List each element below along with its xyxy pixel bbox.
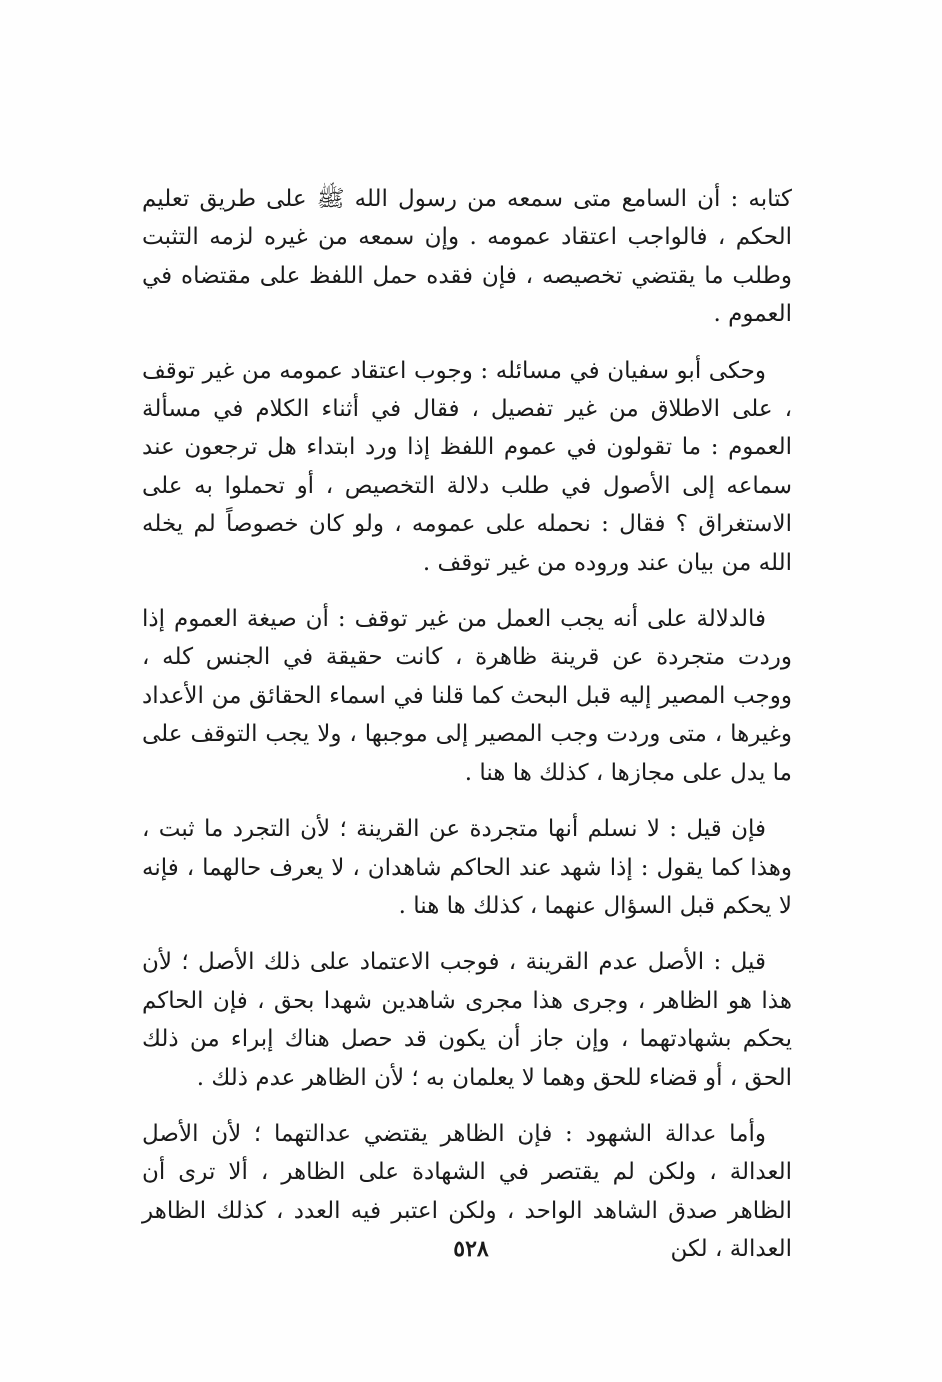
paragraph-2: وحكى أبو سفيان في مسائله : وجوب اعتقاد عمومه من غير توقف ، على الاطلاق من غير تفصيل ، فقال في أثناء الكلام في مسألة العموم : ما تقولون في عموم اللفظ إذا ورد ابتداء هل ترجعون عند سماعه إلى الأصول في طلب دلالة التخصيص ، أو تحملوا به على الاستغراق ؟ فقال : نحمله على عمومه ، ولو كان خصوصاً لم يخله الله من بيان عند وروده من غير توقف . — [142, 357, 792, 576]
paragraph-5: قيل : الأصل عدم القرينة ، فوجب الاعتماد على ذلك الأصل ؛ لأن هذا هو الظاهر ، وجرى هذا مجرى شاهدين شهدا بحق ، فإن الحاكم يحكم بشهادتهما ، وإن جاز أن يكون قد حصل هناك إبراء من ذلك الحق ، أو قضاء للحق وهما لا يعلمان به ؛ لأن الظاهر عدم ذلك . — [142, 949, 792, 1091]
page-number: ٥٢٨ — [453, 1236, 489, 1262]
paragraph-6: وأما عدالة الشهود : فإن الظاهر يقتضي عدالتهما ؛ لأن الأصل العدالة ، ولكن لم يقتصر في الشهادة على الظاهر ، ألا ترى أن الظاهر صدق الشاهد الواحد ، ولكن اعتبر فيه العدد ، كذلك الظاهر العدالة ، لكن — [142, 1120, 792, 1263]
paragraph-4: فإن قيل : لا نسلم أنها متجردة عن القرينة ؛ لأن التجرد ما ثبت ، وهذا كما يقول : إذا شهد عند الحاكم شاهدان ، لا يعرف حالهما ، فإنه لا يحكم قبل السؤال عنهما ، كذلك ها هنا . — [142, 816, 792, 919]
paragraph-3: فالدلالة على أنه يجب العمل من غير توقف : أن صيغة العموم إذا وردت متجردة عن قرينة ظاهرة ، كانت حقيقة في الجنس كله ، ووجب المصير إليه قبل البحث كما قلنا في اسماء الحقائق من الأعداد وغيرها ، متى وردت وجب المصير إلى موجبها ، ولا يجب التوقف على ما يدل على مجازها ، كذلك ها هنا . — [142, 606, 792, 786]
body-text — [142, 180, 792, 1287]
paragraph-1: كتابه : أن السامع متى سمعه من رسول الله ﷺ على طريق تعليم الحكم ، فالواجب اعتقاد عمومه . وإن سمعه من غيره لزمه التثبت وطلب ما يقتضي تخصيصه ، فإن فقده حمل اللفظ على مقتضاه في العموم . — [142, 186, 792, 328]
